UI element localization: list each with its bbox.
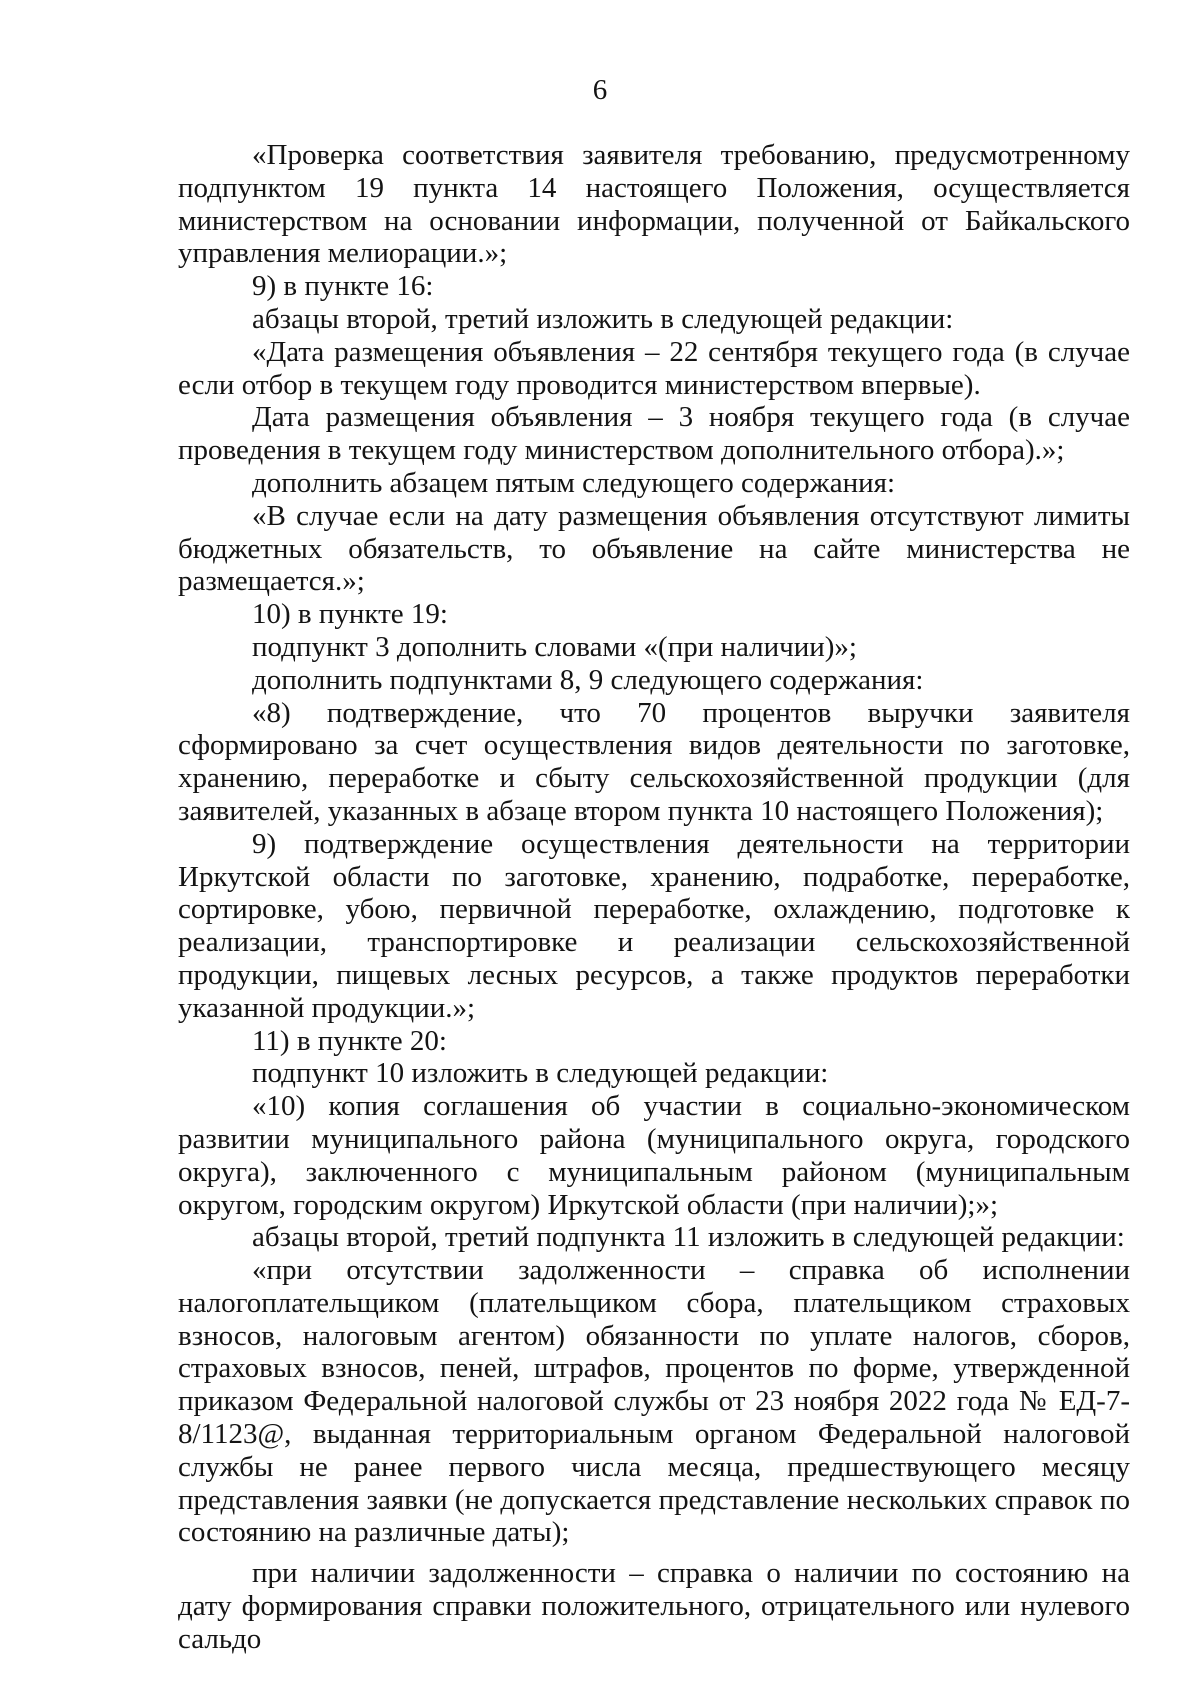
paragraph-budget-limits: «В случае если на дату размещения объявления отсутствуют лимиты бюджетных обязательств, то объявление на сайте министерства не размещается.»;: [178, 499, 1130, 598]
paragraph-subpoint-10: подпункт 10 изложить в следующей редакции:: [252, 1057, 829, 1090]
paragraph-item-10-point-19: 10) в пункте 19:: [252, 598, 448, 631]
paragraph-no-debt-certificate: «при отсутствии задолженности – справка об исполнении налогоплательщиком (плательщиком сбора, плательщиком страховых взносов, налоговым агентом) обязанности по уплате налогов, сборов, страховых взносов, пеней, штрафов, процентов по форме, утвержденной приказом Федеральной налоговой службы от 23 ноября 2022 года № ЕД-7-8/1123@, выданная территориальным органом Федеральной налоговой службы не ранее первого числа месяца, предшествующего месяцу представления заявки (не допускается представление нескольких справок по состоянию на различные даты);: [178, 1254, 1130, 1549]
paragraph-paragraphs-two-three: абзацы второй, третий изложить в следующей редакции:: [252, 302, 954, 335]
paragraph-subpoint-9-activity: 9) подтверждение осуществления деятельности на территории Иркутской области по заготовке, хранению, подработке, переработке, сортировке, убою, первичной переработке, охлаждению, подготовке к реализации, транспортировке и реализации сельскохозяйственной продукции, пищевых лесных ресурсов, а также продуктов переработки указанной продукции.»;: [178, 827, 1130, 1024]
paragraph-subpoint-3: подпункт 3 дополнить словами «(при наличии)»;: [252, 630, 857, 663]
paragraph-subpoint-11: абзацы второй, третий подпункта 11 изложить в следующей редакции:: [252, 1221, 1125, 1254]
paragraph-debt-certificate: при наличии задолженности – справка о наличии по состоянию на дату формирования справки положительного, отрицательного или нулевого сальдо: [178, 1557, 1130, 1655]
paragraph-announcement-date-nov: Дата размещения объявления – 3 ноября текущего года (в случае проведения в текущем году министерством дополнительного отбора).»;: [178, 401, 1130, 467]
paragraph-add-fifth: дополнить абзацем пятым следующего содержания:: [252, 466, 895, 499]
page-number: 6: [592, 74, 608, 106]
paragraph-subpoint-8-revenue: «8) подтверждение, что 70 процентов выручки заявителя сформировано за счет осуществления видов деятельности по заготовке, хранению, переработке и сбыту сельскохозяйственной продукции (для заявителей, указанных в абзаце втором пункта 10 настоящего Положения);: [178, 696, 1130, 827]
paragraph-agreement-copy: «10) копия соглашения об участии в социально-экономическом развитии муниципального района (муниципального округа, городского округа), заключенного с муниципальным районом (муниципальным округом, городским округом) Иркутской области (при наличии);»;: [178, 1090, 1130, 1221]
paragraph-item-9-point-16: 9) в пункте 16:: [252, 270, 434, 303]
paragraph-item-11-point-20: 11) в пункте 20:: [252, 1024, 447, 1057]
document-body: [178, 139, 1130, 1656]
paragraph-verification-requirement: «Проверка соответствия заявителя требованию, предусмотренному подпунктом 19 пункта 14 настоящего Положения, осуществляется министерством на основании информации, полученной от Байкальского управления мелиорации.»;: [178, 139, 1130, 270]
paragraph-add-subpoints-8-9: дополнить подпунктами 8, 9 следующего содержания:: [252, 663, 924, 696]
paragraph-announcement-date-sept: «Дата размещения объявления – 22 сентября текущего года (в случае если отбор в текущем году проводится министерством впервые).: [178, 335, 1130, 401]
